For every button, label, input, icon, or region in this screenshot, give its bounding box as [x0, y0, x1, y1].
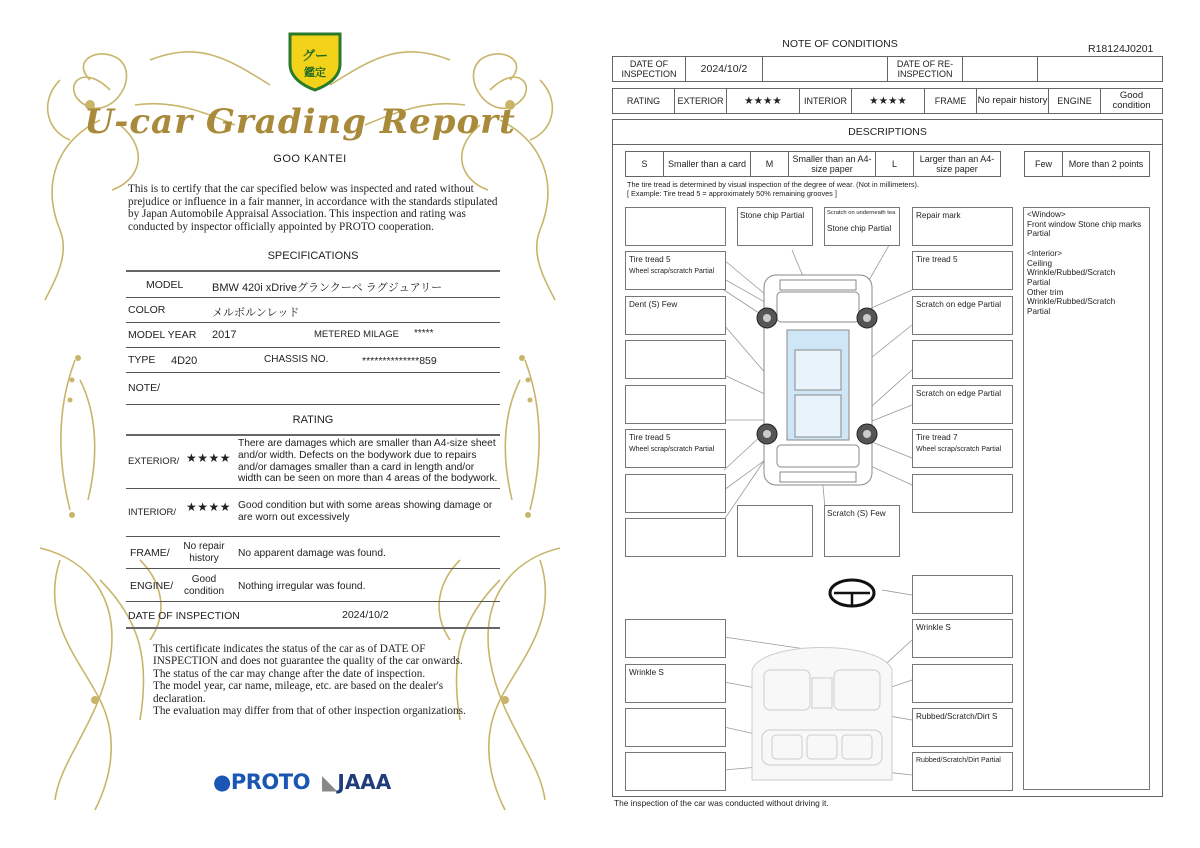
rating-heading: RATING: [292, 414, 334, 426]
legend-s-desc: Smaller than a card: [663, 151, 751, 177]
exterior-description: There are damages which are smaller than A4-size sheet and/or width. Defects on the bodywork due to repairs and/or damages smaller than a card in length and/or width can be seen on more than 4 areas of the bodywork.: [238, 438, 498, 485]
date-of-inspection-label: DATE OF INSPECTION: [612, 56, 686, 82]
footer-line: INSPECTION and does not guarantee the quality of the car onwards.: [153, 655, 463, 668]
frame-value: No repair history: [976, 88, 1049, 114]
type-label: TYPE: [128, 354, 156, 366]
legend-l-desc: Larger than an A4-size paper: [913, 151, 1001, 177]
noc-footer: The inspection of the car was conducted without driving it.: [614, 798, 829, 808]
certificate-subtitle: GOO KANTEI: [273, 153, 347, 165]
note-line: Ceiling: [1027, 258, 1053, 268]
certificate-footer: [153, 643, 498, 717]
damage-note: Tire tread 5: [629, 255, 671, 264]
jaaa-logo: ◣JAAA: [322, 770, 392, 794]
interior-label: INTERIOR/: [128, 507, 177, 518]
frame-label: FRAME/: [130, 547, 170, 559]
damage-note: Stone chip Partial: [740, 211, 805, 220]
damage-note: Scratch on edge Partial: [916, 389, 1002, 398]
descriptions-heading: DESCRIPTIONS: [612, 119, 1163, 145]
note-line: Other trim: [1027, 287, 1064, 297]
interior-stars: ★★★★: [186, 500, 232, 514]
divider: [126, 347, 500, 348]
exterior-label: EXTERIOR: [674, 88, 727, 114]
divider: [126, 404, 500, 405]
goo-kantei-badge: [286, 30, 344, 92]
damage-note: Repair mark: [916, 211, 961, 220]
color-value: メルボルンレッド: [212, 307, 300, 319]
chassis-value: **************859: [362, 355, 437, 367]
damage-note: Rubbed/Scratch/Dirt Partial: [916, 757, 1001, 764]
note-line: Wrinkle/Rubbed/Scratch: [1027, 268, 1116, 278]
damage-box: [912, 575, 1013, 614]
divider: [126, 372, 500, 373]
damage-box: [912, 664, 1013, 703]
footer-line: The model year, car name, mileage, etc. are based on the dealer's: [153, 680, 444, 693]
damage-box: [625, 385, 726, 424]
blank-cell: [762, 56, 888, 82]
note-line: Partial: [1027, 229, 1051, 239]
report-id: R18124J0201: [1088, 43, 1154, 55]
damage-box: [625, 708, 726, 747]
note-label: NOTE/: [128, 382, 161, 394]
divider: [126, 488, 500, 489]
damage-note: Wheel scrap/scratch Partial: [629, 268, 715, 275]
date-of-inspection-value: 2024/10/2: [342, 609, 389, 621]
notes-text: [1027, 210, 1149, 317]
damage-box: [625, 340, 726, 379]
note-line: Partial: [1027, 277, 1051, 287]
footer-line: The evaluation may differ from that of other inspection organizations.: [153, 705, 466, 718]
damage-box: [625, 752, 726, 791]
date-of-inspection-label: DATE OF INSPECTION: [128, 610, 240, 622]
damage-note: Tire tread 7: [916, 433, 958, 442]
blank-cell: [962, 56, 1038, 82]
tire-note: The tire tread is determined by visual inspection of the degree of wear. (Not in millimeters).: [627, 180, 920, 189]
tire-note-example: [ Example: Tire tread 5 = approximately 50% remaining grooves ]: [627, 189, 837, 198]
engine-description: Nothing irregular was found.: [238, 581, 366, 592]
legend-m-key: M: [750, 151, 789, 177]
footer-line: This certificate indicates the status of the car as of DATE OF: [153, 643, 426, 655]
metered-mileage-value: *****: [414, 328, 434, 339]
damage-note: Stone chip Partial: [827, 224, 892, 233]
divider: [126, 434, 500, 436]
damage-box: [737, 505, 813, 557]
color-label: COLOR: [128, 304, 166, 316]
certificate-title: U-car Grading Report: [84, 102, 516, 142]
exterior-stars: ★★★★: [186, 451, 232, 465]
damage-note: Wheel scrap/scratch Partial: [629, 446, 715, 453]
certificate-intro: This is to certify that the car specified below was inspected and rated without prejudice or influence in a fair manner, in accordance with the standards stipulated by Japan Automobile Appraisal Association. This inspection and rating was conducted by inspector officially appointed by PROTO cooperation.: [128, 183, 498, 233]
damage-note: Scratch (S) Few: [827, 509, 886, 518]
damage-note: Wheel scrap/scratch Partial: [916, 446, 1002, 453]
engine-label: ENGINE/: [130, 580, 174, 592]
noc-title: NOTE OF CONDITIONS: [782, 38, 898, 50]
date-of-reinspection-label: DATE OF RE-INSPECTION: [887, 56, 963, 82]
frame-value: No repair history: [183, 541, 225, 564]
note-line: Partial: [1027, 307, 1051, 317]
exterior-stars: ★★★★: [726, 88, 800, 114]
metered-mileage-label: METERED MILAGE: [314, 329, 399, 340]
legend-few-key: Few: [1024, 151, 1063, 177]
specifications-heading: SPECIFICATIONS: [267, 250, 359, 262]
note-line: Front window Stone chip marks: [1027, 219, 1142, 229]
frame-label: FRAME: [924, 88, 977, 114]
interior-label: INTERIOR: [799, 88, 852, 114]
damage-note-small: Scratch on underneath tea: [827, 210, 896, 216]
proto-logo: ●PROTO: [213, 770, 310, 794]
model-year-label: MODEL YEAR: [128, 329, 197, 341]
damage-note: Wrinkle S: [629, 668, 664, 677]
exterior-label: EXTERIOR/: [128, 456, 180, 467]
legend-s-key: S: [625, 151, 664, 177]
divider: [126, 568, 500, 569]
note-spacer: [1027, 239, 1149, 249]
divider: [126, 270, 500, 272]
damage-note: Tire tread 5: [916, 255, 958, 264]
engine-value: Good condition: [183, 574, 225, 597]
legend-few-desc: More than 2 points: [1062, 151, 1150, 177]
damage-note: Wrinkle S: [916, 623, 951, 632]
damage-box: [625, 619, 726, 658]
engine-value: Good condition: [1100, 88, 1163, 114]
divider: [126, 536, 500, 537]
divider: [126, 322, 500, 323]
divider: [126, 627, 500, 629]
damage-note: Rubbed/Scratch/Dirt S: [916, 712, 998, 721]
type-value: 4D20: [171, 355, 198, 367]
damage-box: [912, 340, 1013, 379]
damage-note: Scratch on edge Partial: [916, 300, 1002, 309]
svg-text:鑑定: 鑑定: [304, 66, 326, 79]
frame-description: No apparent damage was found.: [238, 548, 386, 559]
damage-note: Dent (S) Few: [629, 300, 678, 309]
blank-cell: [1037, 56, 1163, 82]
interior-stars: ★★★★: [851, 88, 925, 114]
chassis-label: CHASSIS NO.: [264, 354, 329, 365]
footer-line: The status of the car may change after the date of inspection.: [153, 667, 426, 680]
date-of-inspection-value: 2024/10/2: [685, 56, 763, 82]
damage-note: Tire tread 5: [629, 433, 671, 442]
footer-line: declaration.: [153, 692, 206, 705]
rating-label: RATING: [612, 88, 675, 114]
divider: [126, 297, 500, 298]
model-value: BMW 420i xDriveグランクーペ ラグジュアリー: [212, 282, 443, 294]
note-line: <Interior>: [1027, 248, 1063, 258]
note-line: Wrinkle/Rubbed/Scratch: [1027, 297, 1116, 307]
note-line: <Window>: [1027, 210, 1066, 219]
legend-l-key: L: [875, 151, 914, 177]
badge-text: グー: [301, 49, 329, 64]
damage-box: [912, 474, 1013, 513]
model-label: MODEL: [146, 279, 184, 291]
damage-box: [625, 207, 726, 246]
damage-box: [625, 518, 726, 557]
model-year-value: 2017: [212, 329, 237, 341]
interior-description: Good condition but with some areas showing damage or are worn out excessively: [238, 500, 493, 523]
divider: [126, 601, 500, 602]
damage-box: [625, 474, 726, 513]
legend-m-desc: Smaller than an A4-size paper: [788, 151, 876, 177]
engine-label: ENGINE: [1048, 88, 1101, 114]
